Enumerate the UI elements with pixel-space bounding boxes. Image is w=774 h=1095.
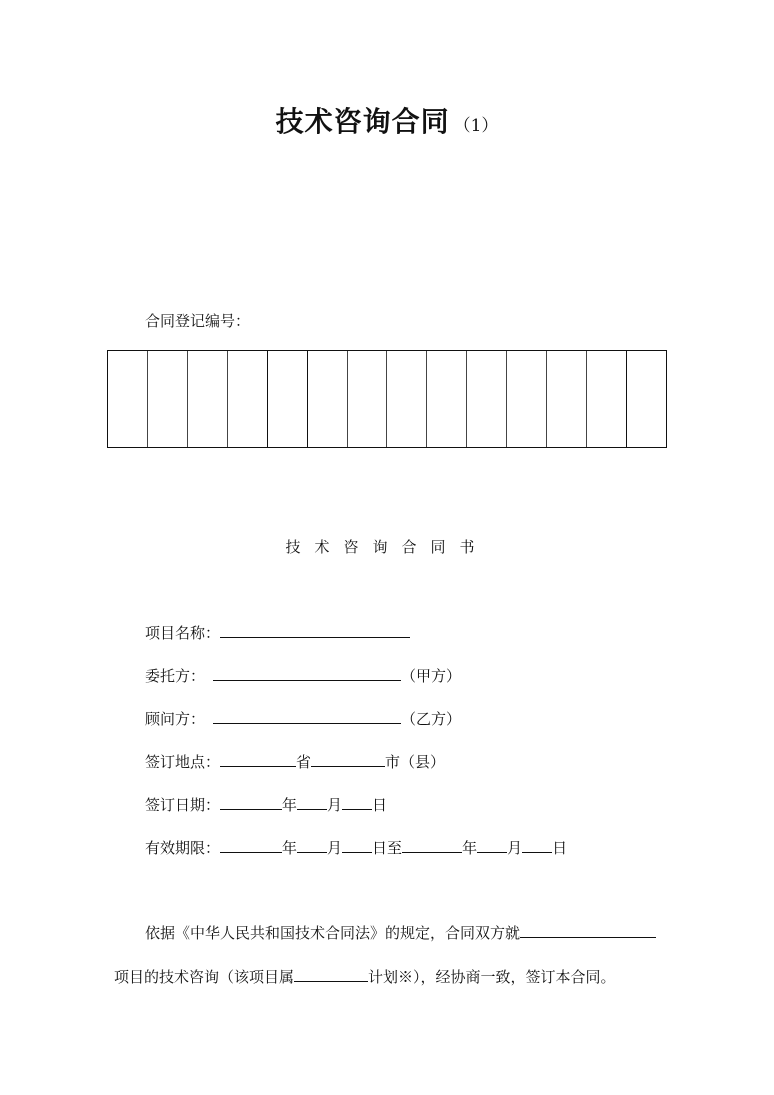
registration-box[interactable] <box>467 351 507 447</box>
registration-number-boxes <box>107 350 667 448</box>
registration-box[interactable] <box>148 351 188 447</box>
validity-start-month-unit: 月 <box>327 839 343 857</box>
registration-box[interactable] <box>427 351 467 447</box>
registration-box[interactable] <box>348 351 388 447</box>
sign-year-field[interactable] <box>220 795 282 810</box>
plan-type-field[interactable] <box>294 967 368 982</box>
validity-end-year-field[interactable] <box>402 838 462 853</box>
validity-end-day-field[interactable] <box>522 838 552 853</box>
registration-box[interactable] <box>587 351 627 447</box>
paragraph-line-2-text-a: 项目的技术咨询（该项目属 <box>114 968 295 986</box>
registration-box[interactable] <box>308 351 348 447</box>
validity-label: 有效期限： <box>145 839 221 857</box>
sign-day-field[interactable] <box>342 795 372 810</box>
province-unit: 省 <box>296 753 312 771</box>
registration-box[interactable] <box>268 351 308 447</box>
validity-end-month-field[interactable] <box>477 838 507 853</box>
sign-year-unit: 年 <box>282 796 298 814</box>
title-sub: （1） <box>453 116 499 136</box>
registration-box[interactable] <box>228 351 268 447</box>
validity-start-day-field[interactable] <box>342 838 372 853</box>
validity-end-month-unit: 月 <box>507 839 523 857</box>
registration-box[interactable] <box>108 351 148 447</box>
validity-row <box>145 837 567 858</box>
registration-box[interactable] <box>387 351 427 447</box>
sign-month-unit: 月 <box>327 796 343 814</box>
registration-box[interactable] <box>188 351 228 447</box>
paragraph-line-2-text-b: 计划※），经协商一致，签订本合同。 <box>368 968 616 986</box>
validity-start-year-unit: 年 <box>282 839 298 857</box>
paragraph-line-1 <box>145 922 656 943</box>
validity-end-year-unit: 年 <box>462 839 478 857</box>
city-field[interactable] <box>311 752 385 767</box>
consultant-label: 顾问方： <box>145 710 206 728</box>
validity-start-day-unit: 日至 <box>372 839 403 857</box>
sign-date-label: 签订日期： <box>145 796 221 814</box>
sign-month-field[interactable] <box>297 795 327 810</box>
project-name-row <box>145 622 410 643</box>
sign-date-row <box>145 794 387 815</box>
paragraph-line-1-text: 依据《中华人民共和国技术合同法》的规定，合同双方就 <box>145 924 521 942</box>
registration-box[interactable] <box>507 351 547 447</box>
consultant-row <box>145 708 461 729</box>
sign-place-row <box>145 751 445 772</box>
client-row <box>145 665 461 686</box>
sign-place-label: 签订地点： <box>145 753 221 771</box>
registration-box[interactable] <box>547 351 587 447</box>
validity-start-year-field[interactable] <box>220 838 282 853</box>
client-label: 委托方： <box>145 667 206 685</box>
client-suffix: （甲方） <box>401 667 462 685</box>
consultant-field[interactable] <box>213 709 401 724</box>
consultant-suffix: （乙方） <box>401 710 462 728</box>
city-unit: 市（县） <box>385 753 446 771</box>
project-name-label: 项目名称： <box>145 624 221 642</box>
paragraph-line-2 <box>114 966 616 987</box>
registration-box[interactable] <box>627 351 666 447</box>
client-field[interactable] <box>213 666 401 681</box>
document-subtitle: 技术咨询合同书 <box>285 538 489 556</box>
project-name-field[interactable] <box>220 623 410 638</box>
document-title <box>0 100 774 140</box>
title-main: 技术咨询合同 <box>275 105 450 138</box>
sign-day-unit: 日 <box>372 796 388 814</box>
project-subject-field[interactable] <box>520 923 656 938</box>
validity-start-month-field[interactable] <box>297 838 327 853</box>
province-field[interactable] <box>220 752 296 767</box>
validity-end-day-unit: 日 <box>552 839 568 857</box>
registration-label: 合同登记编号： <box>145 312 251 330</box>
